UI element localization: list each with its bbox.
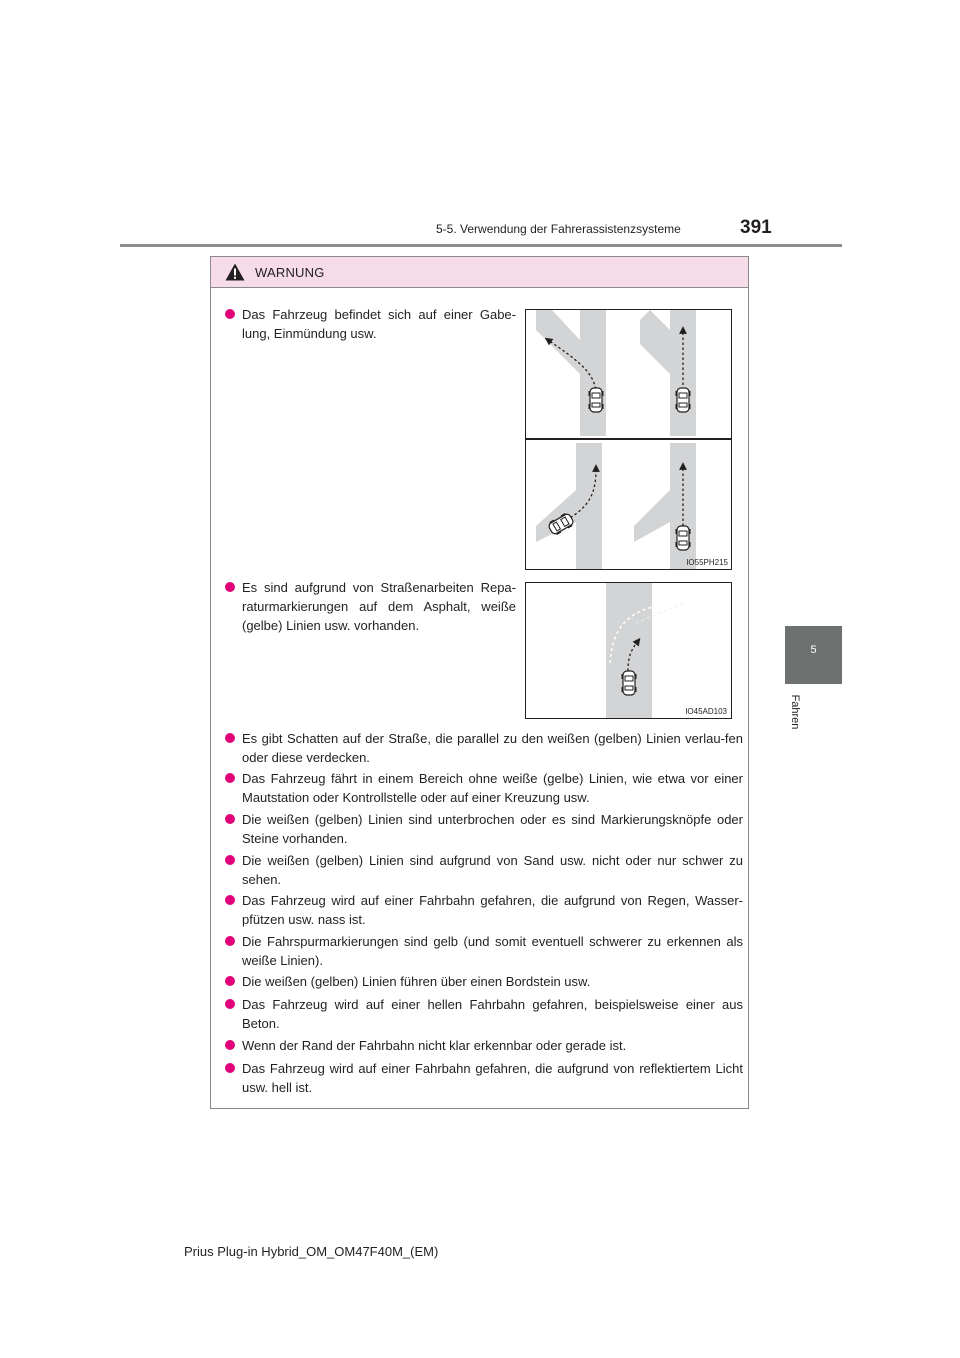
warning-item: Die weißen (gelben) Linien sind aufgrund von Sand usw. nicht oder nur schwer zu sehen. bbox=[225, 851, 743, 889]
figure-repair-marking-illustration bbox=[525, 582, 732, 719]
warning-item: Das Fahrzeug fährt in einem Bereich ohne weiße (gelbe) Linien, wie etwa vor einer Mautstation oder Kontrollstelle oder auf einer Kreuzung usw. bbox=[225, 769, 743, 807]
warning-item: Das Fahrzeug wird auf einer hellen Fahrbahn gefahren, beispielsweise einer aus Beton. bbox=[225, 995, 743, 1033]
bullet-dot-icon bbox=[225, 1063, 235, 1073]
page-number: 391 bbox=[740, 217, 772, 238]
chapter-tab bbox=[785, 626, 842, 684]
bullet-dot-icon bbox=[225, 936, 235, 946]
warning-item: Das Fahrzeug wird auf einer Fahrbahn gefahren, die aufgrund von Regen, Wasser-pfützen usw. nass ist. bbox=[225, 891, 743, 929]
warning-item: Das Fahrzeug wird auf einer Fahrbahn gefahren, die aufgrund von reflektiertem Licht usw. hell ist. bbox=[225, 1059, 743, 1097]
figure-fork-illustration bbox=[525, 309, 732, 570]
figure-code: IO55PH215 bbox=[686, 558, 728, 567]
warning-item: Es gibt Schatten auf der Straße, die parallel zu den weißen (gelben) Linien verlau-fen oder diese verdecken. bbox=[225, 729, 743, 767]
bullet-dot-icon bbox=[225, 999, 235, 1009]
bullet-dot-icon bbox=[225, 895, 235, 905]
chapter-number: 5 bbox=[810, 644, 817, 656]
chapter-label-wrap bbox=[783, 688, 805, 738]
warning-item: Die weißen (gelben) Linien führen über einen Bordstein usw. bbox=[225, 972, 743, 991]
warning-header bbox=[211, 257, 748, 288]
bullet-dot-icon bbox=[225, 855, 235, 865]
footer-model-code: Prius Plug-in Hybrid_OM_OM47F40M_(EM) bbox=[184, 1244, 439, 1259]
fork-diagram bbox=[526, 310, 731, 569]
warning-item: Die weißen (gelben) Linien sind unterbrochen oder es sind Markierungsknöpfe oder Steine vorhanden. bbox=[225, 810, 743, 848]
warning-title: WARNUNG bbox=[255, 265, 325, 280]
bullet-dot-icon bbox=[225, 814, 235, 824]
chapter-label: Fahren bbox=[789, 694, 801, 730]
warning-triangle-icon bbox=[225, 263, 245, 281]
bullet-dot-icon bbox=[225, 582, 235, 592]
header-divider bbox=[120, 244, 842, 247]
warning-item: Es sind aufgrund von Straßenarbeiten Repa-raturmarkierungen auf dem Asphalt, weiße (gelbe) Linien usw. vorhanden. bbox=[225, 578, 516, 635]
repair-marking-diagram bbox=[526, 583, 731, 718]
warning-item: Das Fahrzeug befindet sich auf einer Gabe-lung, Einmündung usw. bbox=[225, 305, 516, 343]
figure-code: IO45AD103 bbox=[685, 707, 727, 716]
bullet-dot-icon bbox=[225, 309, 235, 319]
warning-item: Die Fahrspurmarkierungen sind gelb (und somit eventuell schwerer zu erkennen als weiße Linien). bbox=[225, 932, 743, 970]
bullet-dot-icon bbox=[225, 976, 235, 986]
running-header-section: 5-5. Verwendung der Fahrerassistenzsysteme bbox=[436, 222, 681, 236]
bullet-dot-icon bbox=[225, 1040, 235, 1050]
bullet-dot-icon bbox=[225, 733, 235, 743]
warning-item: Wenn der Rand der Fahrbahn nicht klar erkennbar oder gerade ist. bbox=[225, 1036, 743, 1055]
bullet-dot-icon bbox=[225, 773, 235, 783]
